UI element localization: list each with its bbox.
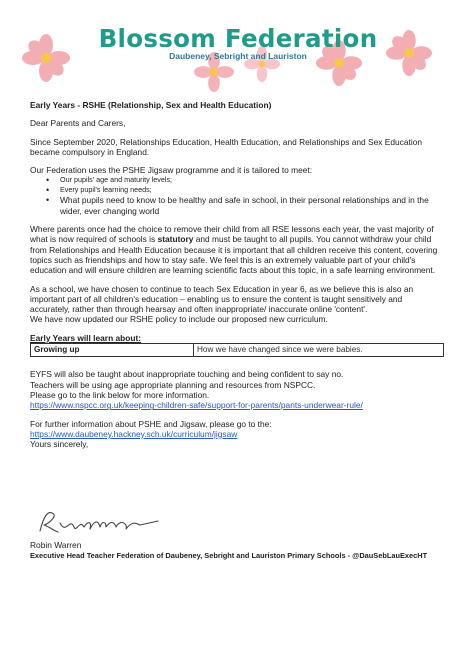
flower-icon (22, 34, 70, 82)
letter-title: Early Years - RSHE (Relationship, Sex and Health Education) (30, 100, 272, 110)
paragraph-policy: We have now updated our RSHE policy to include our proposed new curriculum. (30, 314, 328, 325)
paragraph-programme: Our Federation uses the PSHE Jigsaw programme and it is tailored to meet: (30, 165, 313, 176)
letter-body (30, 100, 444, 449)
bullet-list (30, 175, 444, 216)
handwritten-signature (36, 505, 166, 539)
list-item: • Every pupil's learning needs; (52, 185, 444, 195)
eyfs-line: EYFS will also be taught about inappropriate touching and being confident to say no. (30, 369, 344, 380)
jigsaw-link[interactable]: https://www.daubeney.hackney.sch.uk/curriculum/jigsaw (30, 428, 238, 439)
paragraph-intro: Since September 2020, Relationships Education, Health Education, and Relationships and Sex Education became compulsory in England. (30, 136, 423, 157)
paragraph-sex-education: As a school, we have chosen to continue to teach Sex Education in year 6, as we believe this is also an important part of all children's education – enabling us to ensure the content is taught sensitively and accurately, rather than through hearsay and often inappropriate/ inaccurate online 'content'. (30, 283, 414, 315)
table-cell-detail: How we have changed since we were babies. (194, 344, 444, 357)
table-cell-topic: Growing up (31, 344, 194, 357)
brand-subtitle: Daubeney, Sebright and Lauriston (169, 51, 307, 61)
brand-title: Blossom Federation (98, 24, 378, 53)
list-item: • Our pupils' age and maturity levels; (52, 175, 444, 185)
closing: Yours sincerely, (30, 439, 89, 450)
topic-table (30, 343, 444, 357)
signer-title: Executive Head Teacher Federation of Daubeney, Sebright and Lauriston Primary Schools - @DauSebLauExecHT (30, 551, 428, 560)
link-intro-line: Please go to the link below for more information. (30, 389, 210, 400)
statutory-emphasis: statutory (157, 234, 194, 245)
paragraph-statutory: Where parents once had the choice to remove their child from all RSE lessons each year, the vast majority of what is now required of schools is statutory and must be taught to all pupils. You cannot withdraw your child from Relationships and Health Education because it is important that all children receive this content, covering topics such as friendships and how to stay safe. We feel this is an extremely valuable part of your child's education and will ensure children are learning scientific facts about this topic, in a safe learning environment. (30, 224, 438, 276)
nspcc-line: Teachers will be using age appropriate planning and resources from NSPCC. (30, 379, 316, 390)
nspcc-link[interactable]: https://www.nspcc.org.uk/keeping-children-safe/support-for-parents/pants-underwear-rule/ (30, 400, 363, 411)
signer-name: Robin Warren (30, 540, 82, 550)
greeting: Dear Parents and Carers, (30, 118, 126, 129)
list-item: • What pupils need to know to be healthy and safe in school, in their personal relationships and in the wider, ever changing world (52, 195, 444, 216)
further-info-line: For further information about PSHE and Jigsaw, please go to the: (30, 418, 272, 429)
letterhead (0, 0, 474, 92)
early-years-heading: Early Years will learn about: (30, 332, 142, 343)
table-row (31, 344, 444, 357)
